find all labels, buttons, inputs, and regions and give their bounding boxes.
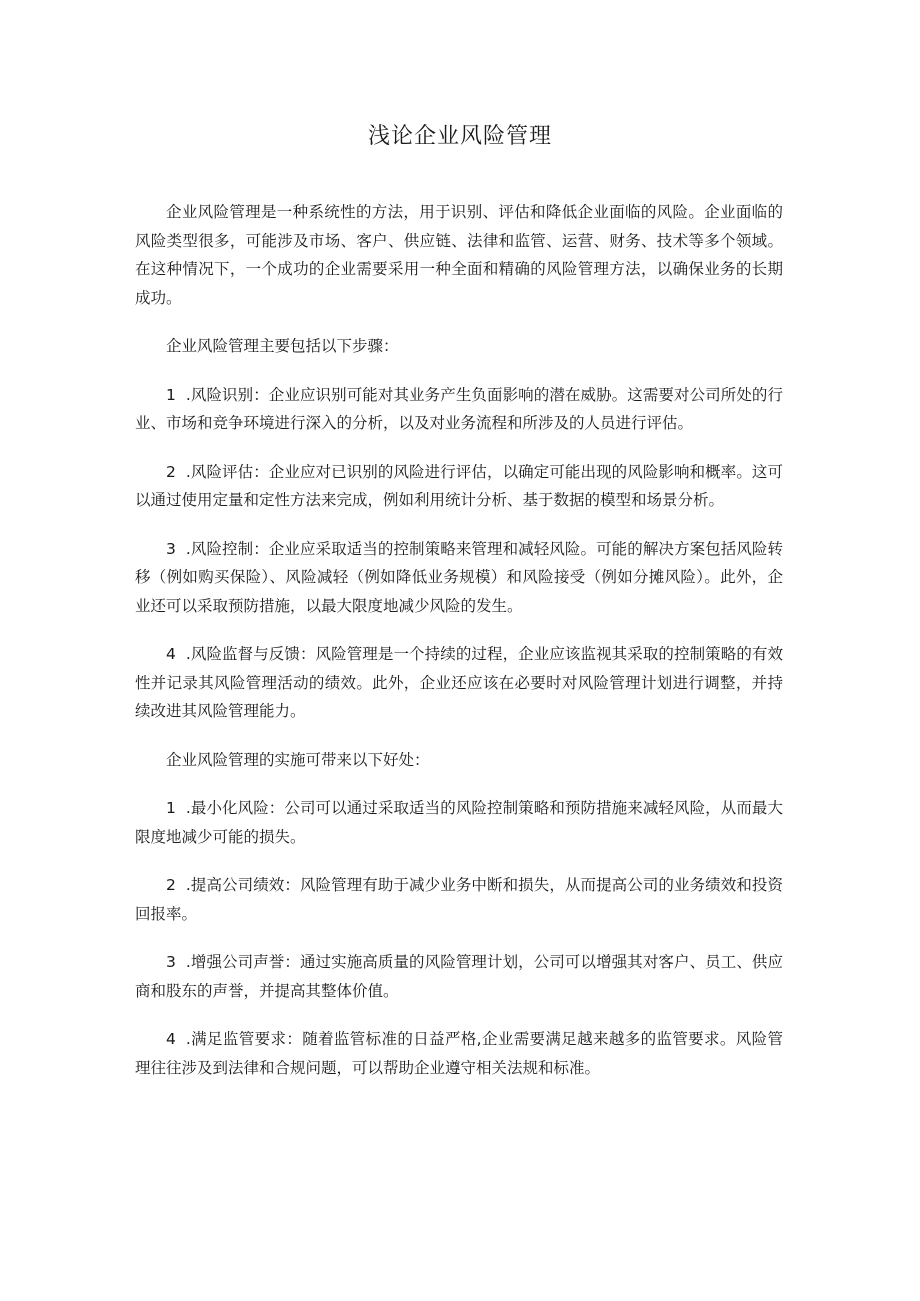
benefit-item-2 bbox=[135, 871, 783, 928]
intro-paragraph: 企业风险管理是一种系统性的方法，用于识别、评估和降低企业面临的风险。企业面临的风险类型很多，可能涉及市场、客户、供应链、法律和监管、运营、财务、技术等多个领域。在这种情况下，一个成功的企业需要采用一种全面和精确的风险管理方法，以确保业务的长期成功。 bbox=[135, 203, 783, 307]
benefit-text: .增强公司声誉：通过实施高质量的风险管理计划，公司可以增强其对客户、员工、供应商和股东的声誉，并提高其整体价值。 bbox=[135, 953, 783, 1000]
benefit-text: .提高公司绩效：风险管理有助于减少业务中断和损失，从而提高公司的业务绩效和投资回报率。 bbox=[135, 876, 783, 923]
step-number: 4 bbox=[166, 645, 176, 663]
step-item-4 bbox=[135, 640, 783, 726]
step-text: .风险评估：企业应对已识别的风险进行评估，以确定可能出现的风险影响和概率。这可以通过使用定量和定性方法来完成，例如利用统计分析、基于数据的模型和场景分析。 bbox=[135, 462, 783, 509]
benefit-item-1 bbox=[135, 794, 783, 851]
benefit-number: 1 bbox=[166, 799, 176, 817]
step-text: .风险监督与反馈：风险管理是一个持续的过程，企业应该监视其采取的控制策略的有效性并记录其风险管理活动的绩效。此外，企业还应该在必要时对风险管理计划进行调整，并持续改进其风险管理能力。 bbox=[135, 645, 783, 720]
benefits-heading: 企业风险管理的实施可带来以下好处： bbox=[166, 750, 430, 769]
step-text: .风险识别：企业应识别可能对其业务产生负面影响的潜在威胁。这需要对公司所处的行业、市场和竞争环境进行深入的分析，以及对业务流程和所涉及的人员进行评估。 bbox=[135, 385, 783, 432]
step-number: 3 bbox=[166, 539, 176, 558]
benefit-number: 2 bbox=[166, 876, 176, 894]
step-item-1 bbox=[135, 381, 783, 438]
step-item-2 bbox=[135, 458, 783, 515]
page-title: 浅论企业风险管理 bbox=[367, 124, 552, 149]
benefit-item-3 bbox=[135, 948, 783, 1005]
benefit-text: .满足监管要求：随着监管标准的日益严格,企业需要满足越来越多的监管要求。风险管理往往涉及到法律和合规问题，可以帮助企业遵守相关法规和标准。 bbox=[135, 1030, 783, 1077]
steps-heading: 企业风险管理主要包括以下步骤： bbox=[166, 337, 399, 355]
benefit-item-4 bbox=[135, 1025, 783, 1082]
step-number: 2 bbox=[166, 462, 176, 481]
step-item-3 bbox=[135, 535, 783, 621]
document-body bbox=[135, 198, 783, 1102]
benefit-number: 4 bbox=[166, 1030, 176, 1048]
benefit-text: .最小化风险：公司可以通过采取适当的风险控制策略和预防措施来减轻风险，从而最大限度地减少可能的损失。 bbox=[135, 799, 783, 846]
benefit-number: 3 bbox=[166, 953, 176, 971]
step-text: .风险控制：企业应采取适当的控制策略来管理和减轻风险。可能的解决方案包括风险转移（例如购买保险）、风险减轻（例如降低业务规模）和风险接受（例如分摊风险）。此外，企业还可以采取预防措施，以最大限度地减少风险的发生。 bbox=[135, 539, 783, 615]
step-number: 1 bbox=[166, 385, 176, 404]
